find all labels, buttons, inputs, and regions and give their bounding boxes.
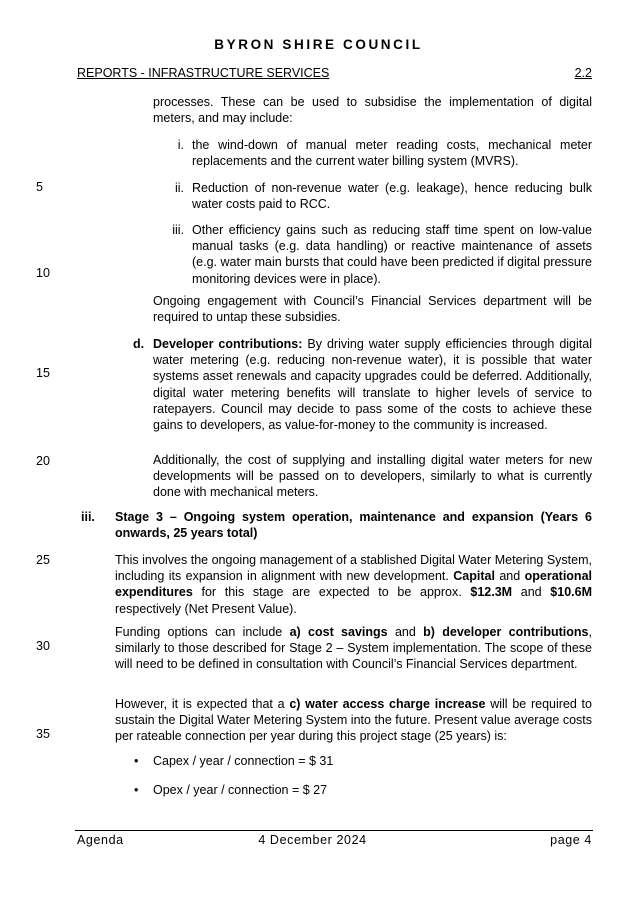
capex-bullet: Capex / year / connection = $ 31 [153,754,334,768]
stage-marker: iii. [81,510,95,524]
council-title: BYRON SHIRE COUNCIL [214,37,423,52]
text-run: a) cost savings [289,625,388,639]
list-marker: ii. [174,181,184,195]
stage-3-heading: Stage 3 – Ongoing system operation, maintenance and expansion (Years 6 onwards, 25 years total) [115,510,592,541]
stage-3-overview-paragraph [115,552,592,617]
ongoing-paragraph: Ongoing engagement with Council’s Financial Services department will be required to untap these subsidies. [153,294,592,325]
footer-page: page 4 [550,833,592,847]
text-run: for this stage are expected to be approx. [192,585,471,600]
text-run: $12.3M [470,585,513,600]
developer-contributions-paragraph [153,336,592,433]
text-run: , similarly to those described for Stage 2 – System implementation. The scope of these will need to be defined in consultation with Council’s Financial Services department. [115,625,592,672]
section-heading: REPORTS - INFRASTRUCTURE SERVICES [77,66,330,80]
text-run: will be required to sustain the Digital Water Metering System into the future. Present value average costs per rateable connection per year during this project stage (25 years) is: [115,697,592,744]
text-run: Capital [453,569,495,584]
line-number: 5 [36,180,43,194]
text-run: This involves the ongoing management of a stablished Digital Water Metering System, including its expansion in alignment with new development. [115,553,592,584]
bullet-glyph: • [134,754,139,768]
line-number: 30 [36,639,50,653]
item-number: 2.2 [574,66,592,80]
text-run: respectively (Net Present Value). [115,601,297,616]
text-run: c) water access charge increase [289,697,486,711]
text-run: operational expenditures [115,569,592,600]
developer-contributions-heading: Developer contributions: [153,337,303,351]
list-item: the wind-down of manual meter reading costs, mechanical meter replacements and the current water billing system (MVRS). [192,138,592,169]
text-run: and [494,569,525,584]
text-run: However, it is expected that a [115,697,290,711]
list-marker: i. [177,138,184,152]
list-item: Other efficiency gains such as reducing staff time spent on low-value manual tasks (e.g. data handling) or reactive maintenance of assets (e.g. water main bursts that could have been predicted if digital pressure monitoring devices were in place). [192,223,592,286]
line-number: 25 [36,553,50,567]
line-number: 35 [36,727,50,741]
line-number: 20 [36,454,50,468]
text-run: and [387,625,424,639]
bullet-glyph: • [134,783,139,797]
text-run: and [512,585,551,600]
list-item: Reduction of non-revenue water (e.g. leakage), hence reducing bulk water costs paid to RCC. [192,181,592,212]
text-run: $10.6M [550,585,592,600]
footer-date: 4 December 2024 [258,833,367,847]
text-run: b) developer contributions [423,625,589,639]
line-number: 10 [36,266,50,280]
additionally-paragraph: Additionally, the cost of supplying and installing digital water meters for new developments will be passed on to developers, similarly to what is currently done with mechanical meters. [153,453,592,500]
developer-contributions-text: By driving water supply efficiencies through digital water metering (e.g. reducing non-revenue water), it is possible that water systems asset renewals and capacity upgrades could be deferred. Additionally, digital water metering benefits will translate to higher levels of service to ratepayers. Council may decide to pass some of the costs to achieve these gains to developers, as value-for-money to the community is increased. [153,337,592,433]
footer-divider [75,830,593,831]
list-marker: d. [133,337,145,351]
footer-agenda: Agenda [77,833,124,847]
line-number: 15 [36,366,50,380]
funding-options-paragraph [115,624,592,673]
water-access-charge-paragraph [115,696,592,745]
opex-bullet: Opex / year / connection = $ 27 [153,783,328,797]
list-marker: iii. [172,223,184,237]
intro-paragraph: processes. These can be used to subsidise the implementation of digital meters, and may include: [153,95,592,126]
text-run: Funding options can include [115,625,290,639]
